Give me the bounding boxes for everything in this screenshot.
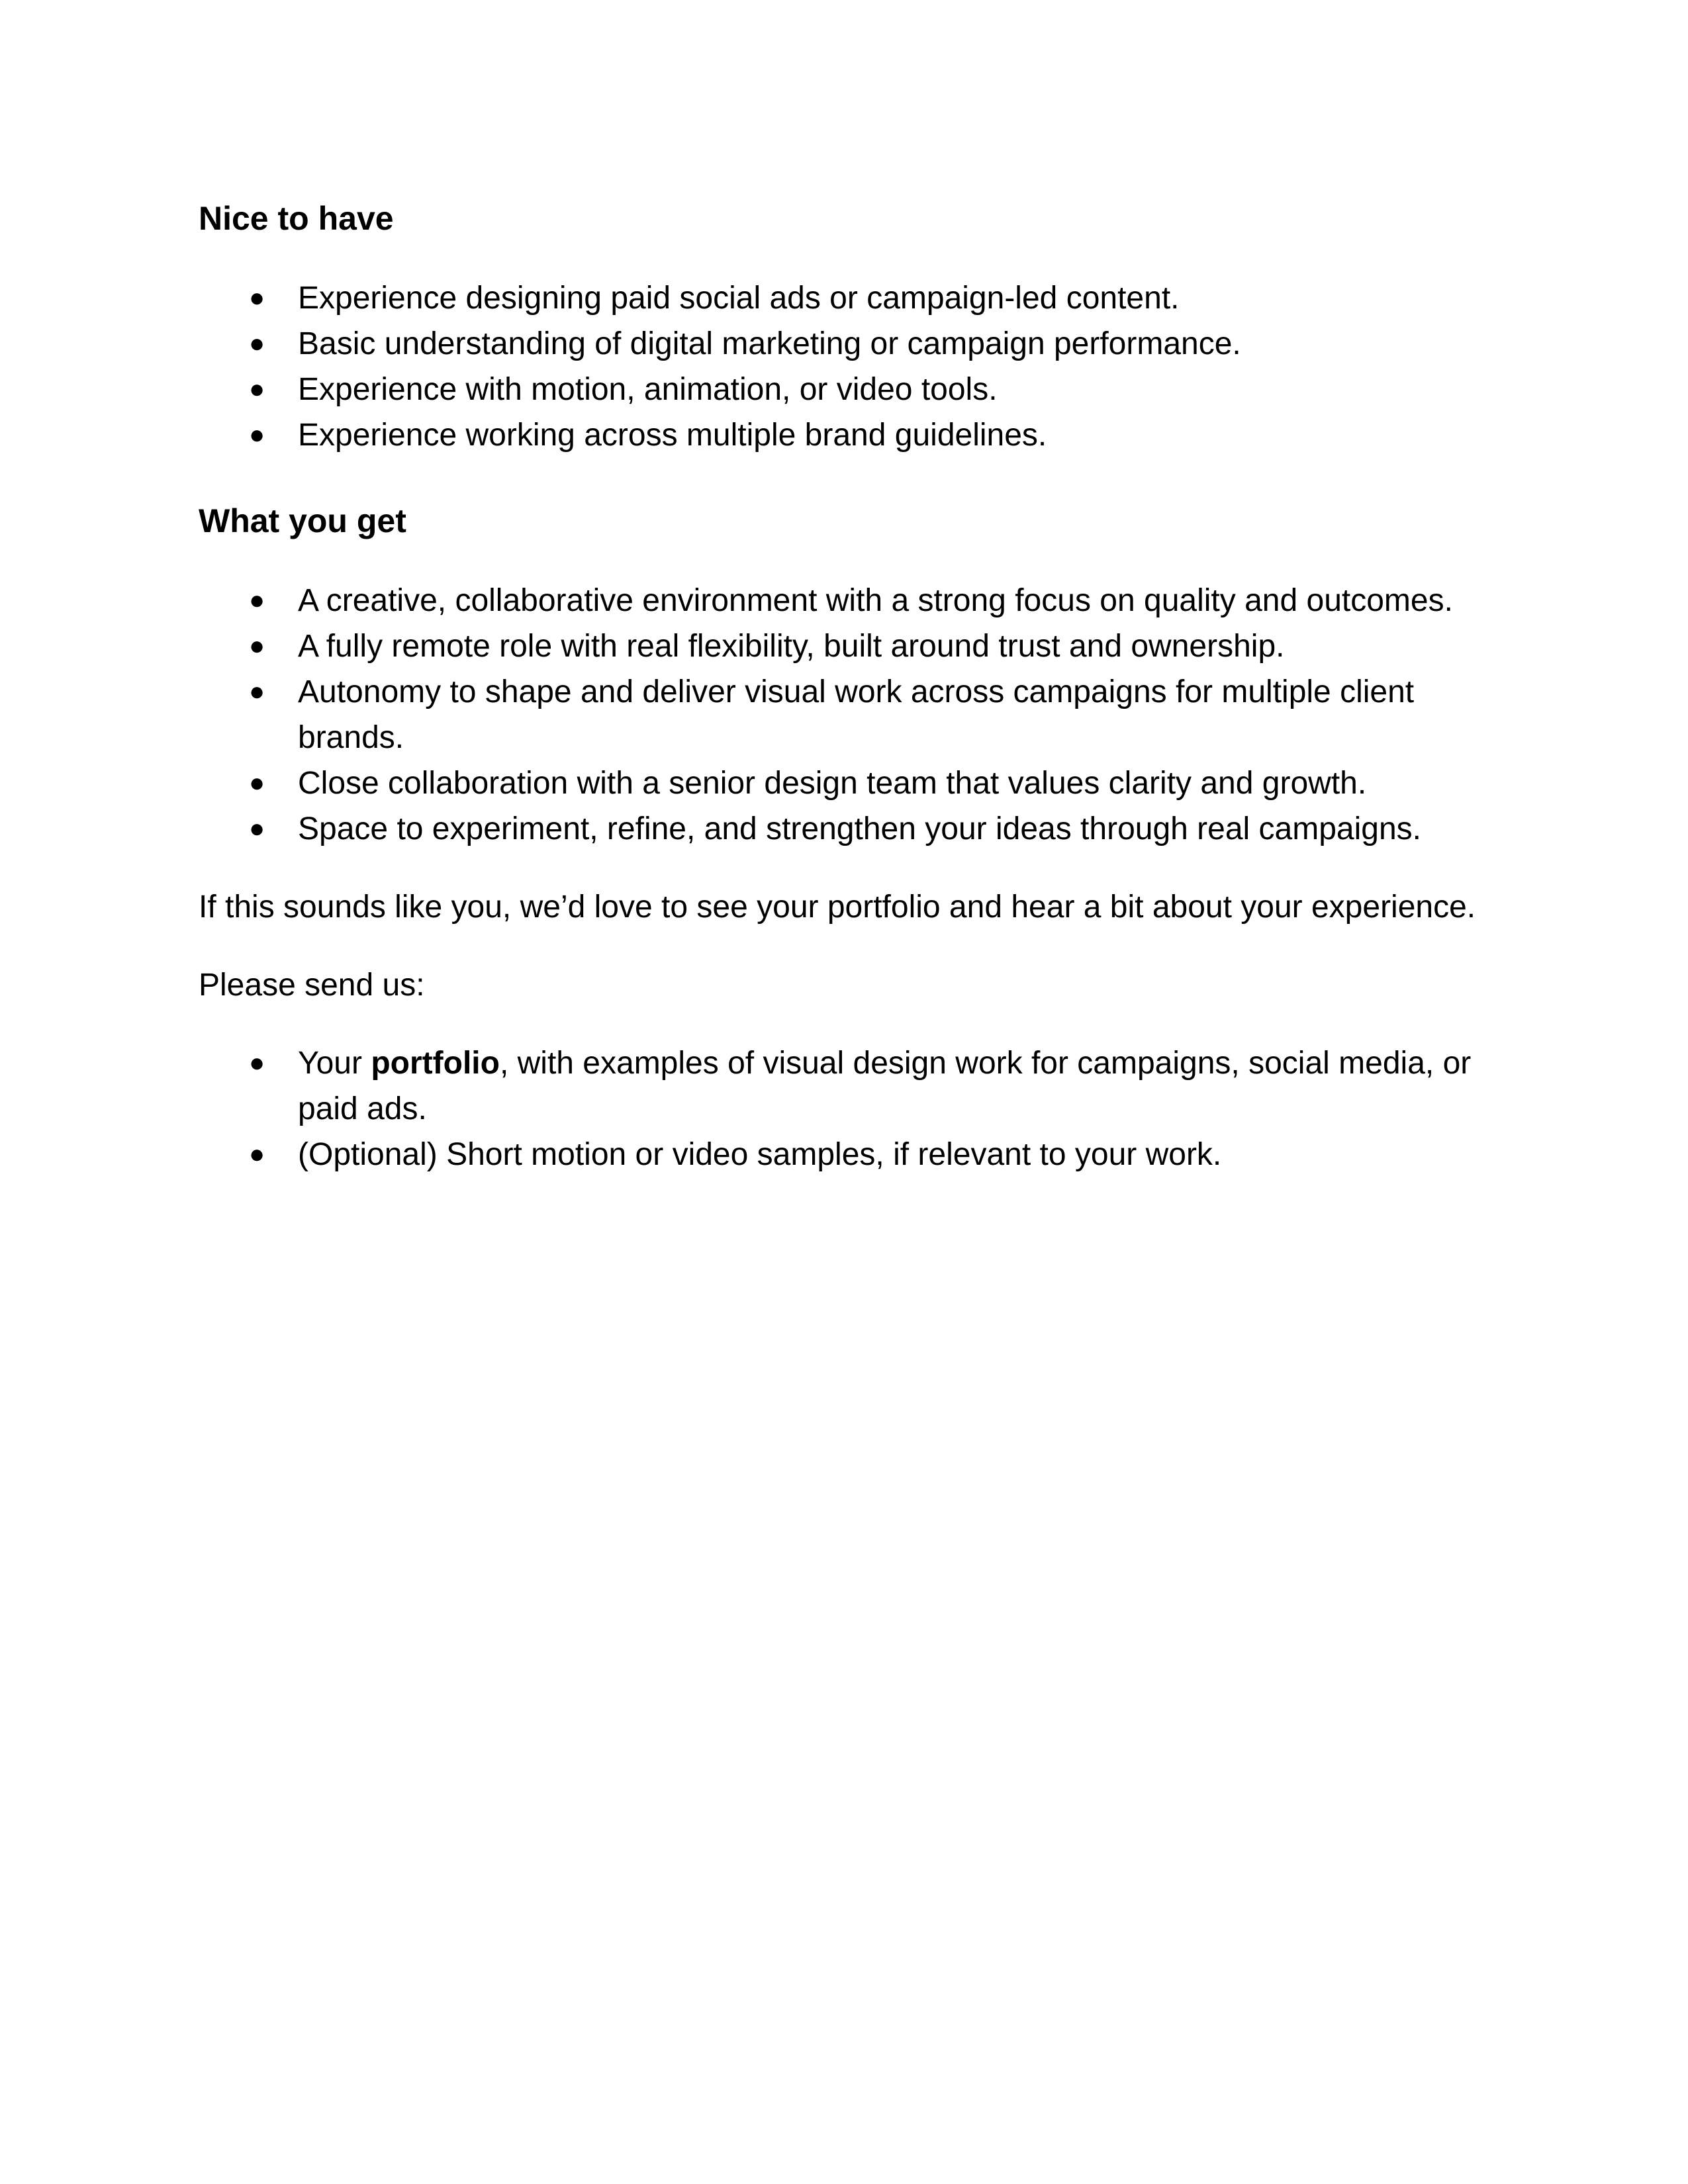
list-item: ● Autonomy to shape and deliver visual work across campaigns for multiple client brands.: [199, 669, 1496, 760]
list-item: ● A creative, collaborative environment with a strong focus on quality and outcomes.: [199, 578, 1496, 623]
bullet-icon: ●: [249, 1140, 265, 1169]
list-item: ● Experience designing paid social ads or campaign-led content.: [199, 275, 1496, 321]
bullet-icon: ●: [249, 814, 265, 843]
bullet-icon: ●: [249, 420, 265, 449]
nice-to-have-list: [199, 275, 1496, 458]
bullet-icon: ●: [249, 375, 265, 404]
send-us-label: Please send us:: [199, 968, 425, 1003]
list-item: ● (Optional) Short motion or video samples, if relevant to your work.: [199, 1132, 1496, 1177]
list-item: ● Basic understanding of digital marketing or campaign performance.: [199, 321, 1496, 367]
bullet-icon: ●: [249, 768, 265, 797]
bullet-icon: ●: [249, 677, 265, 706]
bullet-icon: ●: [249, 586, 265, 615]
bullet-icon: ●: [249, 283, 265, 312]
what-you-get-list: [199, 578, 1496, 852]
bullet-icon: ●: [249, 329, 265, 358]
list-item: ● Experience working across multiple brand guidelines.: [199, 412, 1496, 458]
list-item: ● Experience with motion, animation, or video tools.: [199, 367, 1496, 412]
closing-paragraph: If this sounds like you, we’d love to see your portfolio and hear a bit about your experience.: [199, 889, 1476, 925]
section-heading-nice-to-have: Nice to have: [199, 200, 394, 237]
bullet-icon: ●: [249, 1048, 265, 1077]
section-heading-what-you-get: What you get: [199, 502, 406, 539]
list-item: ● Close collaboration with a senior design team that values clarity and growth.: [199, 760, 1496, 806]
list-item: ● Space to experiment, refine, and strengthen your ideas through real campaigns.: [199, 806, 1496, 852]
list-item: ● A fully remote role with real flexibility, built around trust and ownership.: [199, 623, 1496, 669]
bullet-icon: ●: [249, 631, 265, 660]
portfolio-emphasis: portfolio: [371, 1046, 500, 1081]
document-page: [199, 196, 1496, 1177]
list-item: ● Your portfolio, with examples of visual design work for campaigns, social media, or paid ads.: [199, 1040, 1496, 1132]
send-us-list: [199, 1040, 1496, 1177]
